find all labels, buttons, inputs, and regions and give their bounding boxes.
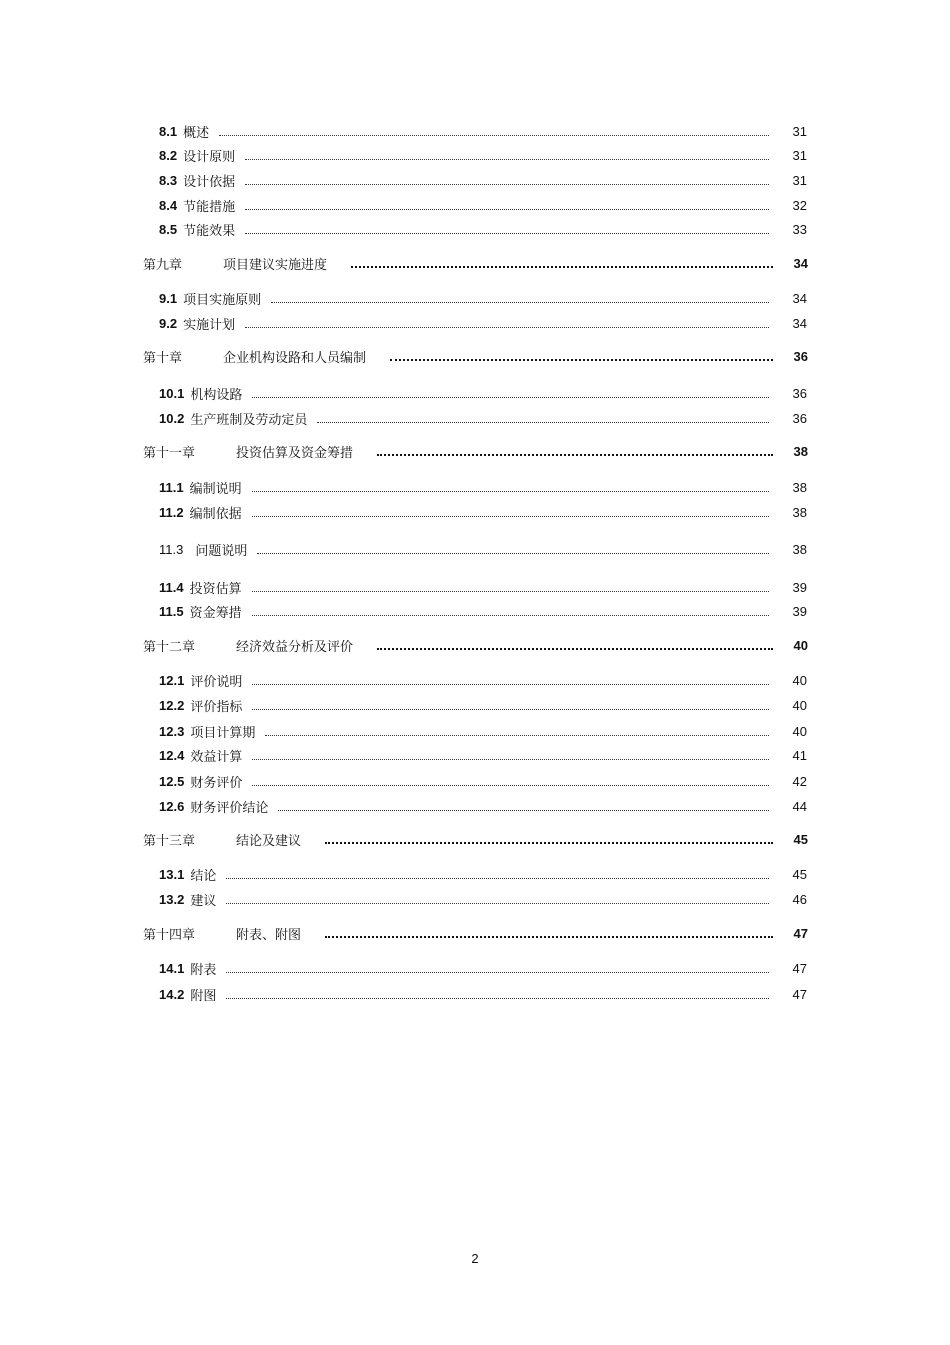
dot-leader bbox=[377, 454, 773, 456]
dot-leader bbox=[252, 516, 769, 517]
toc-entry-title: 效益计算 bbox=[190, 749, 243, 765]
toc-entry-title: 投资估算及资金筹措 bbox=[236, 445, 354, 461]
toc-chapter-number: 第十四章 bbox=[143, 927, 196, 943]
toc-entry-title: 结论及建议 bbox=[236, 833, 302, 849]
toc-chapter-entry[interactable] bbox=[143, 346, 808, 366]
toc-entry-title: 结论 bbox=[190, 868, 217, 884]
toc-section-entry[interactable] bbox=[159, 502, 807, 522]
dot-leader bbox=[219, 135, 769, 136]
dot-leader bbox=[377, 648, 773, 650]
toc-section-number: 8.5 bbox=[159, 221, 178, 237]
toc-section-entry[interactable] bbox=[159, 383, 807, 403]
toc-page-number: 40 bbox=[792, 697, 807, 713]
toc-page-number: 45 bbox=[792, 866, 807, 882]
toc-chapter-entry[interactable] bbox=[143, 829, 808, 849]
toc-section-number: 11.3 bbox=[159, 541, 184, 557]
toc-section-number: 12.3 bbox=[159, 723, 185, 739]
toc-page-number: 39 bbox=[792, 579, 807, 595]
toc-page-number: 36 bbox=[792, 385, 807, 401]
toc-entry-title: 财务评价结论 bbox=[190, 800, 269, 816]
toc-section-number: 8.4 bbox=[159, 197, 178, 213]
toc-section-entry[interactable] bbox=[159, 958, 807, 978]
toc-section-entry[interactable] bbox=[159, 145, 807, 165]
dot-leader bbox=[245, 233, 769, 234]
toc-chapter-entry[interactable] bbox=[143, 441, 808, 461]
toc-section-number: 8.2 bbox=[159, 147, 178, 163]
toc-section-entry[interactable] bbox=[159, 864, 807, 884]
page-number: 2 bbox=[471, 1251, 479, 1266]
dot-leader bbox=[325, 842, 773, 844]
toc-page-number: 34 bbox=[792, 290, 807, 306]
toc-page-number: 36 bbox=[793, 348, 808, 364]
toc-entry-title: 节能措施 bbox=[183, 199, 236, 215]
dot-leader bbox=[252, 491, 769, 492]
dot-leader bbox=[226, 972, 769, 973]
toc-section-number: 9.1 bbox=[159, 290, 178, 306]
toc-section-entry[interactable] bbox=[159, 601, 807, 621]
toc-chapter-number: 第十章 bbox=[143, 350, 183, 366]
toc-entry-title: 附表 bbox=[190, 962, 217, 978]
toc-page-number: 31 bbox=[792, 123, 807, 139]
toc-page-number: 40 bbox=[793, 637, 808, 653]
toc-page-number: 38 bbox=[793, 443, 808, 459]
toc-section-entry[interactable] bbox=[159, 170, 807, 190]
toc-entry-title: 设计依据 bbox=[183, 174, 236, 190]
toc-page-number: 47 bbox=[792, 960, 807, 976]
dot-leader bbox=[226, 878, 769, 879]
toc-entry-title: 评价说明 bbox=[190, 674, 243, 690]
toc-section-number: 12.5 bbox=[159, 773, 185, 789]
toc-page-number: 31 bbox=[792, 172, 807, 188]
toc-chapter-entry[interactable] bbox=[143, 253, 808, 273]
dot-leader bbox=[245, 209, 769, 210]
toc-section-number: 13.1 bbox=[159, 866, 185, 882]
toc-page-number: 41 bbox=[792, 747, 807, 763]
dot-leader bbox=[271, 302, 769, 303]
toc-entry-title: 项目计算期 bbox=[190, 725, 256, 741]
toc-page-number: 34 bbox=[792, 315, 807, 331]
toc-entry-title: 附图 bbox=[190, 988, 217, 1004]
dot-leader bbox=[252, 785, 769, 786]
toc-entry-title: 项目建议实施进度 bbox=[223, 257, 328, 273]
dot-leader bbox=[245, 159, 769, 160]
toc-page-number: 36 bbox=[792, 410, 807, 426]
toc-entry-title: 问题说明 bbox=[195, 543, 248, 559]
dot-leader bbox=[252, 397, 769, 398]
dot-leader bbox=[390, 359, 773, 361]
toc-page-number: 40 bbox=[792, 723, 807, 739]
toc-page-number: 32 bbox=[792, 197, 807, 213]
toc-page-number: 38 bbox=[792, 541, 807, 557]
toc-section-entry[interactable] bbox=[159, 539, 807, 559]
toc-section-number: 12.4 bbox=[159, 747, 185, 763]
toc-chapter-number: 第十一章 bbox=[143, 445, 196, 461]
toc-entry-title: 编制说明 bbox=[189, 481, 242, 497]
toc-section-entry[interactable] bbox=[159, 670, 807, 690]
toc-page-number: 39 bbox=[792, 603, 807, 619]
toc-section-number: 10.2 bbox=[159, 410, 185, 426]
toc-entry-title: 投资估算 bbox=[189, 581, 242, 597]
dot-leader bbox=[252, 591, 769, 592]
toc-page-number: 45 bbox=[793, 831, 808, 847]
toc-entry-title: 节能效果 bbox=[183, 223, 236, 239]
toc-section-entry[interactable] bbox=[159, 721, 807, 741]
toc-section-entry[interactable] bbox=[159, 313, 807, 333]
toc-page-number: 33 bbox=[792, 221, 807, 237]
dot-leader bbox=[245, 327, 769, 328]
dot-leader bbox=[278, 810, 769, 811]
toc-entry-title: 实施计划 bbox=[183, 317, 236, 333]
toc-page-number: 47 bbox=[792, 986, 807, 1002]
toc-section-number: 11.1 bbox=[159, 479, 184, 495]
toc-section-number: 10.1 bbox=[159, 385, 185, 401]
toc-page-number: 40 bbox=[792, 672, 807, 688]
dot-leader bbox=[252, 615, 769, 616]
toc-page-number: 44 bbox=[792, 798, 807, 814]
toc-section-number: 14.2 bbox=[159, 986, 185, 1002]
toc-entry-title: 附表、附图 bbox=[236, 927, 302, 943]
toc-section-entry[interactable] bbox=[159, 796, 807, 816]
toc-section-entry[interactable] bbox=[159, 121, 807, 141]
toc-section-entry[interactable] bbox=[159, 408, 807, 428]
dot-leader bbox=[351, 266, 773, 268]
dot-leader bbox=[245, 184, 769, 185]
toc-section-number: 14.1 bbox=[159, 960, 185, 976]
toc-entry-title: 财务评价 bbox=[190, 775, 243, 791]
toc-section-number: 11.5 bbox=[159, 603, 184, 619]
toc-chapter-number: 第九章 bbox=[143, 257, 183, 273]
toc-section-entry[interactable] bbox=[159, 477, 807, 497]
toc-entry-title: 企业机构设路和人员编制 bbox=[223, 350, 367, 366]
dot-leader bbox=[252, 759, 769, 760]
dot-leader bbox=[226, 998, 769, 999]
toc-page-number: 34 bbox=[793, 255, 808, 271]
toc-section-number: 12.2 bbox=[159, 697, 185, 713]
toc-section-number: 8.1 bbox=[159, 123, 178, 139]
toc-section-entry[interactable] bbox=[159, 219, 807, 239]
toc-chapter-number: 第十二章 bbox=[143, 639, 196, 655]
toc-entry-title: 设计原则 bbox=[183, 149, 236, 165]
dot-leader bbox=[252, 709, 769, 710]
toc-page-number: 31 bbox=[792, 147, 807, 163]
toc-section-number: 12.6 bbox=[159, 798, 185, 814]
toc-entry-title: 项目实施原则 bbox=[183, 292, 262, 308]
toc-page-number: 38 bbox=[792, 504, 807, 520]
toc-entry-title: 资金筹措 bbox=[189, 605, 242, 621]
toc-section-entry[interactable] bbox=[159, 195, 807, 215]
dot-leader bbox=[257, 553, 769, 554]
toc-page-number: 46 bbox=[792, 891, 807, 907]
toc-section-entry[interactable] bbox=[159, 771, 807, 791]
toc-entry-title: 经济效益分析及评价 bbox=[236, 639, 354, 655]
dot-leader bbox=[325, 936, 773, 938]
toc-page-number: 42 bbox=[792, 773, 807, 789]
toc-page-number: 47 bbox=[793, 925, 808, 941]
toc-entry-title: 编制依据 bbox=[189, 506, 242, 522]
toc-section-number: 9.2 bbox=[159, 315, 178, 331]
toc-section-number: 12.1 bbox=[159, 672, 185, 688]
dot-leader bbox=[317, 422, 769, 423]
toc-section-entry[interactable] bbox=[159, 984, 807, 1004]
dot-leader bbox=[252, 684, 769, 685]
toc-chapter-entry[interactable] bbox=[143, 635, 808, 655]
toc-entry-title: 机构设路 bbox=[190, 387, 243, 403]
toc-entry-title: 建议 bbox=[190, 893, 217, 909]
toc-chapter-entry[interactable] bbox=[143, 923, 808, 943]
toc-page-number: 38 bbox=[792, 479, 807, 495]
dot-leader bbox=[226, 903, 769, 904]
toc-section-number: 13.2 bbox=[159, 891, 185, 907]
toc-section-entry[interactable] bbox=[159, 288, 807, 308]
toc-section-number: 11.4 bbox=[159, 579, 184, 595]
toc-section-entry[interactable] bbox=[159, 577, 807, 597]
toc-section-entry[interactable] bbox=[159, 745, 807, 765]
toc-entry-title: 评价指标 bbox=[190, 699, 243, 715]
dot-leader bbox=[265, 735, 769, 736]
toc-section-number: 8.3 bbox=[159, 172, 178, 188]
toc-chapter-number: 第十三章 bbox=[143, 833, 196, 849]
toc-section-entry[interactable] bbox=[159, 889, 807, 909]
toc-entry-title: 生产班制及劳动定员 bbox=[190, 412, 308, 428]
toc-section-entry[interactable] bbox=[159, 695, 807, 715]
toc-section-number: 11.2 bbox=[159, 504, 184, 520]
toc-entry-title: 概述 bbox=[183, 125, 210, 141]
